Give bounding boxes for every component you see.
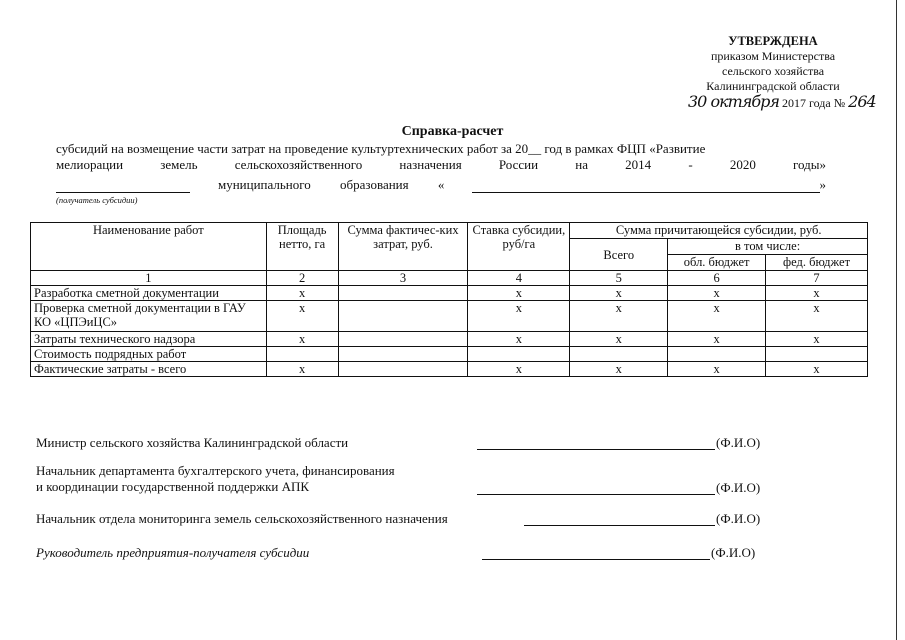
- table-row: [31, 362, 868, 377]
- column-number: 2: [266, 271, 338, 286]
- signature-minister-line[interactable]: [477, 449, 715, 450]
- row-name: Фактические затраты - всего: [31, 362, 267, 377]
- table-cell[interactable]: [570, 347, 668, 362]
- calculation-table: [30, 222, 868, 377]
- row-name: Затраты технического надзора: [31, 332, 267, 347]
- approval-stamp: [688, 34, 876, 111]
- header-federal: фед. бюджет: [766, 255, 868, 271]
- table-cell[interactable]: [338, 332, 468, 347]
- handwritten-date: 30 октября: [688, 92, 779, 111]
- table-cell[interactable]: x: [766, 301, 868, 332]
- table-cell[interactable]: x: [266, 332, 338, 347]
- column-number: 4: [468, 271, 570, 286]
- signature-recipient-line[interactable]: [482, 559, 710, 560]
- table-cell[interactable]: x: [668, 332, 766, 347]
- approval-heading: УТВЕРЖДЕНА: [728, 34, 818, 48]
- table-row: [31, 332, 868, 347]
- approval-line-2: сельского хозяйства: [721, 64, 825, 78]
- handwritten-number: 264: [848, 92, 876, 111]
- table-cell[interactable]: [338, 286, 468, 301]
- table-row: [31, 286, 868, 301]
- municipality-blank[interactable]: [472, 178, 820, 193]
- table-cell[interactable]: x: [468, 362, 570, 377]
- table-row: [31, 301, 868, 332]
- header-area: Площадь нетто, га: [266, 223, 338, 271]
- table-cell[interactable]: x: [766, 362, 868, 377]
- table-cell[interactable]: x: [468, 301, 570, 332]
- table-cell[interactable]: [338, 301, 468, 332]
- row-name: Разработка сметной документации: [31, 286, 267, 301]
- header-including: в том числе:: [668, 239, 868, 255]
- column-number-row: [31, 271, 868, 286]
- header-name: Наименование работ: [31, 223, 267, 271]
- header-rate: Ставка субсидии, руб/га: [468, 223, 570, 271]
- table-cell[interactable]: x: [570, 286, 668, 301]
- column-number: 6: [668, 271, 766, 286]
- head-dept-line-1: Начальник департамента бухгалтерского учета, финансирования: [36, 463, 395, 478]
- page-edge: [896, 0, 905, 640]
- subtitle-line-2: мелиорации земель сельскохозяйственного назначения России на 2014 - 2020 годы»: [56, 157, 826, 172]
- table-cell[interactable]: [468, 347, 570, 362]
- table-cell[interactable]: [766, 347, 868, 362]
- table-cell[interactable]: x: [668, 286, 766, 301]
- approval-line-1: приказом Министерства: [710, 49, 836, 63]
- table-cell[interactable]: [338, 347, 468, 362]
- table-cell[interactable]: x: [266, 362, 338, 377]
- signature-head-dept-line[interactable]: [477, 494, 715, 495]
- signature-monitoring-line[interactable]: [524, 525, 715, 526]
- fio-label: (Ф.И.О): [711, 545, 756, 560]
- table-cell[interactable]: x: [468, 332, 570, 347]
- table-cell[interactable]: x: [468, 286, 570, 301]
- table-cell[interactable]: x: [570, 362, 668, 377]
- fio-label: (Ф.И.О): [716, 511, 761, 526]
- table-row: [31, 347, 868, 362]
- table-cell[interactable]: x: [668, 301, 766, 332]
- table-cell[interactable]: x: [766, 286, 868, 301]
- column-number: 1: [31, 271, 267, 286]
- column-number: 3: [338, 271, 468, 286]
- approval-date-line: [688, 92, 876, 111]
- table-cell[interactable]: x: [668, 362, 766, 377]
- table-cell[interactable]: [266, 347, 338, 362]
- table-cell[interactable]: x: [570, 332, 668, 347]
- close-quote: »: [819, 177, 826, 192]
- column-number: 5: [570, 271, 668, 286]
- row-name: Стоимость подрядных работ: [31, 347, 267, 362]
- signature-head-dept-label: [36, 463, 395, 495]
- table-cell[interactable]: x: [570, 301, 668, 332]
- subtitle-line-1: субсидий на возмещение части затрат на проведение культуртехнических работ за 20__ год в рамках ФЦП «Развитие: [56, 141, 706, 156]
- header-actual: Сумма фактичес-ких затрат, руб.: [338, 223, 468, 271]
- header-regional: обл. бюджет: [668, 255, 766, 271]
- approval-line-3: Калининградской области: [706, 79, 840, 93]
- recipient-note: (получатель субсидии): [56, 195, 138, 205]
- fio-label: (Ф.И.О): [716, 480, 761, 495]
- fio-label: (Ф.И.О): [716, 435, 761, 450]
- signature-minister-label: Министр сельского хозяйства Калининградской области: [36, 435, 349, 450]
- table-cell[interactable]: x: [766, 332, 868, 347]
- table-cell[interactable]: [668, 347, 766, 362]
- table-cell[interactable]: x: [266, 301, 338, 332]
- municipal-label-wrap: [190, 177, 472, 193]
- head-dept-line-2: и координации государственной поддержки АПК: [36, 479, 310, 494]
- recipient-line: [56, 177, 826, 193]
- column-number: 7: [766, 271, 868, 286]
- municipal-label: муниципального образования «: [218, 177, 445, 192]
- signature-monitoring-label: Начальник отдела мониторинга земель сельскохозяйственного назначения: [36, 511, 448, 526]
- table-cell[interactable]: x: [266, 286, 338, 301]
- document-subtitle: [56, 141, 826, 173]
- header-total: Всего: [570, 239, 668, 271]
- signature-recipient-label: Руководитель предприятия-получателя субсидии: [36, 545, 310, 560]
- table-cell[interactable]: [338, 362, 468, 377]
- approval-date-suffix: 2017 года №: [782, 96, 846, 110]
- header-due: Сумма причитающейся субсидии, руб.: [570, 223, 868, 239]
- document-title: Справка-расчет: [401, 124, 504, 139]
- row-name: Проверка сметной документации в ГАУ КО «ЦПЭиЦС»: [31, 301, 267, 332]
- recipient-blank[interactable]: [56, 178, 190, 193]
